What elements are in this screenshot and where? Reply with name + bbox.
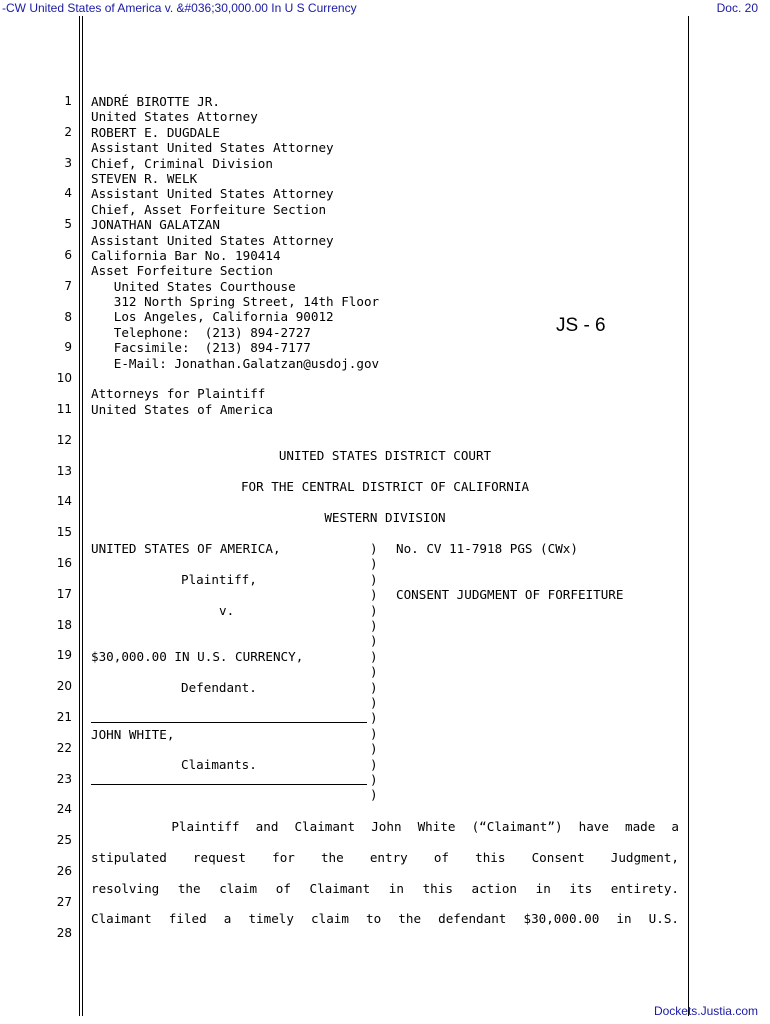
line-number: 9 [64,340,72,355]
line-number: 8 [64,309,72,324]
line-number: 3 [64,155,72,170]
caption-underline-2 [91,784,367,785]
caption-paren: ) [370,587,378,603]
counsel-line: Assistant United States Attorney [91,232,334,248]
caption-paren: ) [370,556,378,572]
caption-paren: ) [370,725,378,741]
left-margin-rule-inner [82,16,83,1016]
line-number: 1 [64,94,72,108]
counsel-line: JONATHAN GALATZAN [91,217,220,233]
caption-paren: ) [370,679,378,695]
line-number: 17 [56,586,72,601]
caption-paren: ) [370,756,378,772]
caption-defendant-role: Defendant. [181,680,257,695]
line-number: 7 [64,278,72,293]
line-number: 13 [56,463,72,478]
line-number: 28 [56,925,72,940]
caption-paren: ) [370,772,378,787]
caption-paren: ) [370,648,378,664]
caption-plaintiff-name: UNITED STATES OF AMERICA, [91,541,281,556]
line-number: 2 [64,124,72,139]
caption-paren: ) [370,787,378,803]
line-number: 4 [64,186,72,201]
line-number: 10 [56,371,72,386]
caption-versus: v. [219,603,235,618]
counsel-line: Chief, Criminal Division [91,155,273,171]
counsel-line: Los Angeles, California 90012 [91,309,334,325]
justia-footer-link[interactable]: Dockets.Justia.com [653,1004,758,1018]
right-margin-rule [688,16,689,1016]
caption-paren: ) [370,618,378,633]
caption-paren: ) [370,633,378,649]
body-line: resolving the claim of Claimant in this action in its entirety. [91,880,679,896]
counsel-line: Chief, Asset Forfeiture Section [91,201,327,217]
case-number: No. CV 11-7918 PGS (CWx) [396,541,578,556]
line-number: 25 [56,833,72,848]
caption-claimant-role: Claimants. [181,757,257,772]
caption-defendant-name: $30,000.00 IN U.S. CURRENCY, [91,649,304,664]
line-number: 22 [56,740,72,755]
document-title: CONSENT JUDGMENT OF FORFEITURE [396,587,624,602]
court-district: FOR THE CENTRAL DISTRICT OF CALIFORNIA [240,479,530,494]
caption-underline-1 [91,722,367,723]
docket-header-doc-number[interactable]: Doc. 20 [716,1,758,15]
caption-paren: ) [370,695,378,710]
docket-header-title[interactable]: -CW United States of America v. &#036;30,000.00 In U S Currency [2,1,357,15]
line-number: 12 [56,432,72,447]
counsel-line: E-Mail: Jonathan.Galatzan@usdoj.gov [91,355,380,371]
line-number: 26 [56,864,72,878]
line-number: 5 [64,217,72,232]
caption-paren: ) [370,571,378,587]
counsel-line: Assistant United States Attorney [91,186,334,202]
line-number: 24 [56,802,72,817]
counsel-line: Attorneys for Plaintiff [91,386,266,402]
caption-claimant-name: JOHN WHITE, [91,727,175,742]
line-number: 11 [56,402,72,416]
js6-stamp: JS - 6 [556,315,606,336]
court-division: WESTERN DIVISION [324,510,446,525]
counsel-line: United States Courthouse [91,278,296,294]
counsel-line: ROBERT E. DUGDALE [91,124,220,140]
counsel-line: STEVEN R. WELK [91,170,198,186]
counsel-line: California Bar No. 190414 [91,247,281,263]
line-number: 27 [56,894,72,909]
body-line: Claimant filed a timely claim to the defendant $30,000.00 in U.S. [91,911,679,927]
line-number: 23 [56,771,72,786]
body-line: stipulated request for the entry of this Consent Judgment, [91,849,679,865]
caption-paren: ) [370,541,378,556]
caption-paren: ) [370,710,378,726]
line-number: 18 [56,617,72,632]
line-number: 16 [56,556,72,570]
line-number: 19 [56,648,72,663]
caption-plaintiff-role: Plaintiff, [181,572,257,587]
caption-paren: ) [370,602,378,618]
counsel-line: Telephone: (213) 894-2727 [91,324,311,340]
counsel-line: Asset Forfeiture Section [91,263,273,279]
line-number: 14 [56,494,72,509]
counsel-block [91,94,379,417]
line-number: 20 [56,679,72,694]
caption-paren: ) [370,741,378,757]
line-number: 15 [56,525,72,540]
court-name: UNITED STATES DISTRICT COURT [278,448,492,463]
line-number: 6 [64,248,72,262]
counsel-line: United States Attorney [91,109,258,125]
counsel-line: United States of America [91,401,273,417]
counsel-line: Facsimile: (213) 894-7177 [91,340,311,356]
left-margin-rule-outer [79,16,80,1016]
body-line: Plaintiff and Claimant John White (“Claimant”) have made a [91,819,679,834]
line-number: 21 [56,710,72,724]
counsel-line: 312 North Spring Street, 14th Floor [91,294,380,310]
counsel-line: ANDRÉ BIROTTE JR. [91,94,220,109]
caption-paren: ) [370,664,378,680]
counsel-line [91,371,379,386]
counsel-line: Assistant United States Attorney [91,140,334,156]
